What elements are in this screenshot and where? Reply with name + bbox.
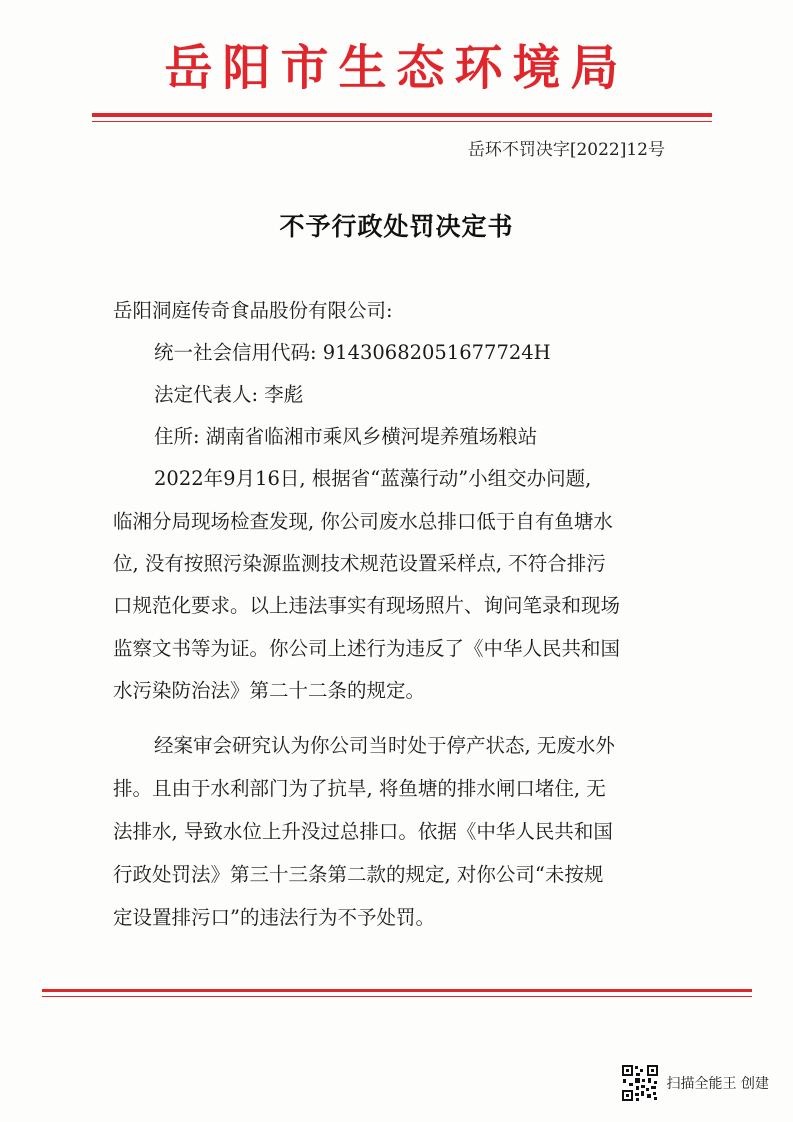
header-red-rule-thin	[92, 121, 712, 122]
paragraph1-line: 监察文书等为证。你公司上述行为违反了《中华人民共和国	[113, 637, 621, 660]
paragraph1-line: 2022年9月16日, 根据省“蓝藻行动”小组交办问题,	[154, 467, 592, 490]
company-address: 住所: 湖南省临湘市乘风乡横河堤养殖场粮站	[154, 425, 538, 448]
paragraph2-line: 排。且由于水利部门为了抗旱, 将鱼塘的排水闸口堵住, 无	[113, 777, 606, 800]
scanner-watermark	[621, 1064, 769, 1102]
addressee: 岳阳洞庭传奇食品股份有限公司:	[113, 299, 393, 322]
footer-red-rule-thin	[42, 996, 752, 997]
credit-code: 统一社会信用代码: 91430682051677724H	[154, 341, 551, 364]
qr-code-icon	[621, 1064, 659, 1102]
legal-representative: 法定代表人: 李彪	[154, 383, 304, 406]
paragraph1-line: 位, 没有按照污染源监测技术规范设置采样点, 不符合排污	[113, 552, 606, 575]
paragraph1-line: 临湘分局现场检查发现, 你公司废水总排口低于自有鱼塘水	[113, 510, 613, 533]
paragraph2-line: 行政处罚法》第三十三条第二款的规定, 对你公司“未按规	[113, 863, 604, 886]
header-red-rule-thick	[92, 113, 712, 117]
document-number: 岳环不罚决字[2022]12号	[467, 140, 665, 160]
paragraph2-line: 经案审会研究认为你公司当时处于停产状态, 无废水外	[154, 734, 615, 757]
footer-red-rule-thick	[42, 989, 752, 992]
paragraph1-line: 口规范化要求。以上违法事实有现场照片、询问笔录和现场	[113, 594, 621, 617]
paragraph2-line: 法排水, 导致水位上升没过总排口。依据《中华人民共和国	[113, 820, 613, 843]
paragraph2-line: 定设置排污口”的违法行为不予处罚。	[113, 906, 435, 929]
paragraph1-line: 水污染防治法》第二十二条的规定。	[113, 679, 426, 702]
watermark-text: 扫描全能王 创建	[666, 1076, 769, 1092]
agency-header-title: 岳阳市生态环境局	[164, 40, 629, 96]
document-title: 不予行政处罚决定书	[279, 212, 514, 241]
